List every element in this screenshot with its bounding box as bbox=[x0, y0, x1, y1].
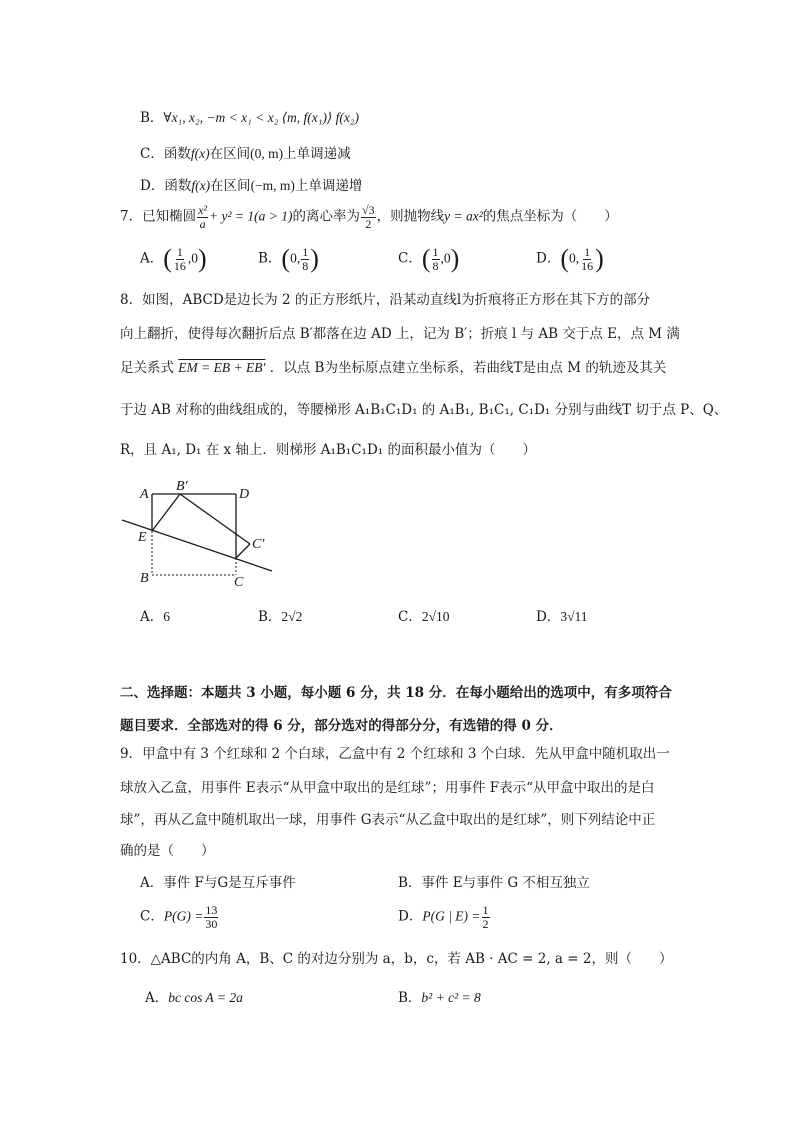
q10-option-b: B．b² + c² = 8 bbox=[398, 990, 481, 1006]
label-b: B bbox=[140, 571, 149, 586]
q9-line-2: 球放入乙盒，用事件 E表示“从甲盒中取出的是红球”；用事件 F表示“从甲盒中取出的是白 bbox=[120, 780, 655, 796]
q9-option-c: C．P(G) = $\frac{13}{30}$ bbox=[140, 903, 218, 931]
q9-line-3: 球”，再从乙盒中随机取出一球，用事件 G表示“从乙盒中取出的是红球”，则下列结论中正 bbox=[120, 812, 656, 828]
label-e: E bbox=[138, 530, 147, 545]
section-2-line-1: 二、选择题：本题共 3 小题，每小题 6 分，共 18 分．在每小题给出的选项中，有多项符合 bbox=[120, 685, 672, 701]
q10-option-a: A．bc cos A = 2a bbox=[145, 990, 243, 1006]
q9-option-d: D．P(G | E) = $\frac{1}{2}$ bbox=[398, 903, 489, 931]
q8-option-b: B．2√2 bbox=[258, 609, 303, 625]
q8-line-2: 向上翻折，使得每次翻折后点 B′都落在边 AD 上，记为 B′；折痕 l 与 AB 交于点 E，点 M 满 bbox=[120, 326, 680, 342]
q7-option-b: B．(0, $\frac{1}{8}$ ) bbox=[258, 244, 319, 274]
q9-line-1: 9．甲盒中有 3 个红球和 2 个白球，乙盒中有 2 个红球和 3 个白球．先从甲盒中随机取出一 bbox=[120, 746, 670, 762]
label-c: C bbox=[234, 575, 244, 590]
q9-line-4: 确的是（ ） bbox=[120, 843, 215, 859]
q8-option-c: C．2√10 bbox=[398, 609, 450, 625]
q8-option-a: A．6 bbox=[140, 609, 170, 625]
label-c-prime: C′ bbox=[252, 537, 265, 552]
label-b-prime: B′ bbox=[176, 479, 188, 494]
q7-option-c: C．( $\frac{1}{8}$ ,0) bbox=[398, 244, 460, 274]
q8-line-3: 足关系式 EM = EB + EB′ ．以点 B为坐标原点建立坐标系，若曲线T是由点 M 的轨迹及其关 bbox=[120, 360, 667, 376]
q10-stem: 10．△ABC的内角 A，B、C 的对边分别为 a，b，c，若 AB · AC = 2, a = 2，则（ ） bbox=[120, 951, 673, 967]
q8-option-d: D．3√11 bbox=[536, 609, 588, 625]
vector-relation: EM = EB + EB′ bbox=[178, 360, 266, 375]
q6-option-b: B．∀x₁, x₂, −m < x₁ < x₂ ⟨m, f(x₁)⟩ f(x₂) bbox=[140, 110, 360, 126]
fold-line-l bbox=[122, 520, 272, 571]
folded-edge-eb bbox=[152, 494, 180, 531]
q6-option-c: C．函数f(x)在区间(0, m)上单调递减 bbox=[140, 146, 351, 162]
q9-option-a: A．事件 F与G是互斥事件 bbox=[140, 875, 296, 891]
section-2-line-2: 题目要求．全部选对的得 6 分，部分选对的得部分分，有选错的得 0 分． bbox=[120, 718, 563, 734]
folded-edge-cc bbox=[236, 544, 250, 558]
q7-stem: 7．已知椭圆 $\frac{\text{x²}}{a}$ + y² = 1(a > 1)的离心率为 $\frac{√3}{2}$ ，则抛物线y = ax²的焦点坐标为（ ） bbox=[120, 203, 618, 231]
q8-line-5: R，且 A₁, D₁ 在 x 轴上．则梯形 A₁B₁C₁D₁ 的面积最小值为（ ） bbox=[120, 442, 536, 458]
q9-option-b: B．事件 E与事件 G 不相互独立 bbox=[398, 875, 590, 891]
q8-line-1: 8．如图，ABCD是边长为 2 的正方形纸片，沿某动直线l为折痕将正方形在其下方的部分 bbox=[120, 292, 651, 308]
q6-option-b-text: ∀x₁, x₂, −m < x₁ < x₂ ⟨m, f(x₁)⟩ f(x₂) bbox=[163, 110, 360, 125]
q8-line-4: 于边 AB 对称的曲线组成的，等腰梯形 A₁B₁C₁D₁ 的 A₁B₁, B₁C₁, C₁D₁ 分别与曲线T 切于点 P、Q、 bbox=[120, 402, 728, 418]
q8-figure bbox=[110, 478, 290, 590]
label-d: D bbox=[239, 487, 250, 502]
q7-option-a: A．( $\frac{1}{16}$ ,0) bbox=[140, 244, 207, 274]
q6-option-d: D．函数f(x)在区间(−m, m)上单调递增 bbox=[140, 178, 363, 194]
q7-option-d: D．(0, $\frac{1}{16}$ ) bbox=[536, 244, 604, 274]
label-a: A bbox=[140, 487, 149, 502]
